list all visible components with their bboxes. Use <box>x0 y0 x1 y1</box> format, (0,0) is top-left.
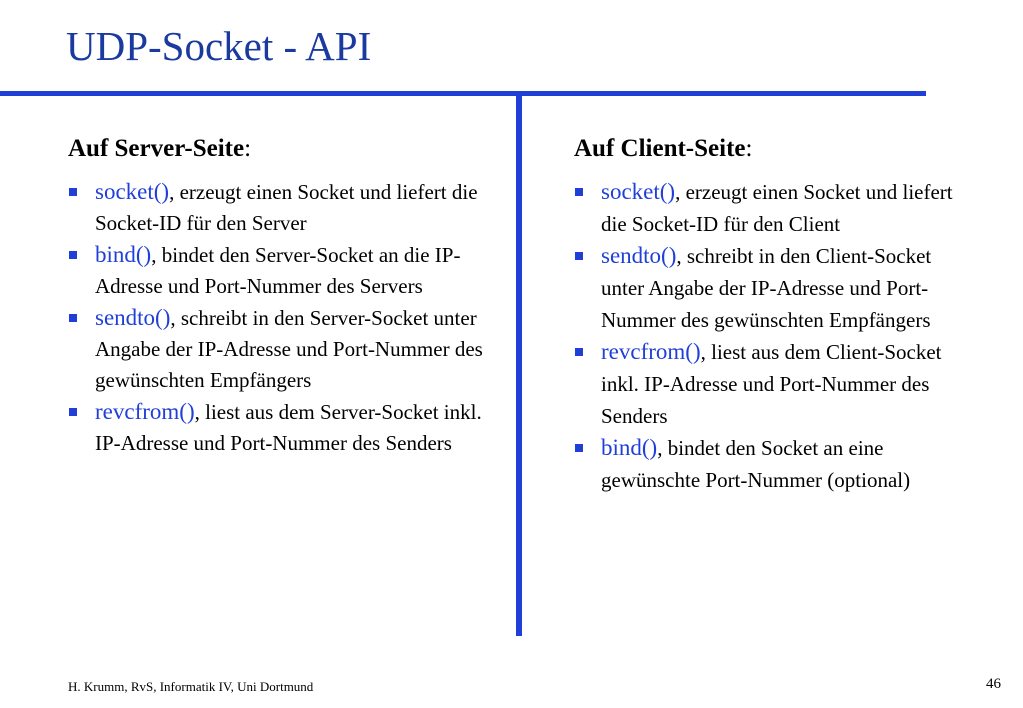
slide-title: UDP-Socket - API <box>66 23 372 69</box>
function-name: socket() <box>601 179 676 204</box>
bullet-icon <box>69 408 77 416</box>
title-divider <box>0 91 926 96</box>
page-number: 46 <box>986 676 1001 692</box>
footer-author: H. Krumm, RvS, Informatik IV, Uni Dortmund <box>68 679 314 694</box>
item-description: , erzeugt einen Socket und liefert die Socket-ID für den Server <box>95 180 478 235</box>
bullet-icon <box>575 444 583 452</box>
server-heading-colon: : <box>244 135 252 162</box>
item-description: , erzeugt einen Socket und liefert die Socket-ID für den Client <box>601 180 953 236</box>
item-description: , bindet den Socket an eine gewünschte Port-Nummer (optional) <box>601 436 911 492</box>
list-item <box>68 302 488 396</box>
column-divider <box>516 96 522 636</box>
list-item <box>574 240 974 336</box>
function-name: revcfrom() <box>601 339 701 364</box>
item-description: , liest aus dem Server-Socket inkl. IP-Adresse und Port-Nummer des Senders <box>95 400 482 455</box>
list-item <box>68 396 488 459</box>
item-description: , schreibt in den Client-Socket unter Angabe der IP-Adresse und Port-Nummer des gewünschten Empfängers <box>601 244 932 332</box>
bullet-icon <box>575 252 583 260</box>
item-description: , schreibt in den Server-Socket unter Angabe der IP-Adresse und Port-Nummer des gewünschten Empfängers <box>95 306 483 392</box>
bullet-icon <box>69 251 77 259</box>
list-item <box>68 176 488 239</box>
bullet-icon <box>575 188 583 196</box>
server-list <box>68 176 488 459</box>
client-column <box>574 134 974 496</box>
server-heading <box>68 134 488 164</box>
bullet-icon <box>69 314 77 322</box>
item-description: , liest aus dem Client-Socket inkl. IP-Adresse und Port-Nummer des Senders <box>601 340 942 428</box>
list-item <box>574 336 974 432</box>
bullet-icon <box>69 188 77 196</box>
function-name: bind() <box>601 435 658 460</box>
client-list <box>574 176 974 496</box>
list-item <box>574 176 974 240</box>
item-description: , bindet den Server-Socket an die IP-Adresse und Port-Nummer des Servers <box>95 243 461 298</box>
function-name: socket() <box>95 179 170 204</box>
client-heading <box>574 134 974 164</box>
function-name: sendto() <box>95 305 171 330</box>
list-item <box>68 239 488 302</box>
list-item <box>574 432 974 496</box>
function-name: sendto() <box>601 243 677 268</box>
function-name: revcfrom() <box>95 399 195 424</box>
server-heading-text: Auf Server-Seite <box>68 135 245 162</box>
client-heading-text: Auf Client-Seite <box>574 135 746 162</box>
function-name: bind() <box>95 242 152 267</box>
bullet-icon <box>575 348 583 356</box>
server-column <box>68 134 488 459</box>
client-heading-colon: : <box>745 135 753 162</box>
